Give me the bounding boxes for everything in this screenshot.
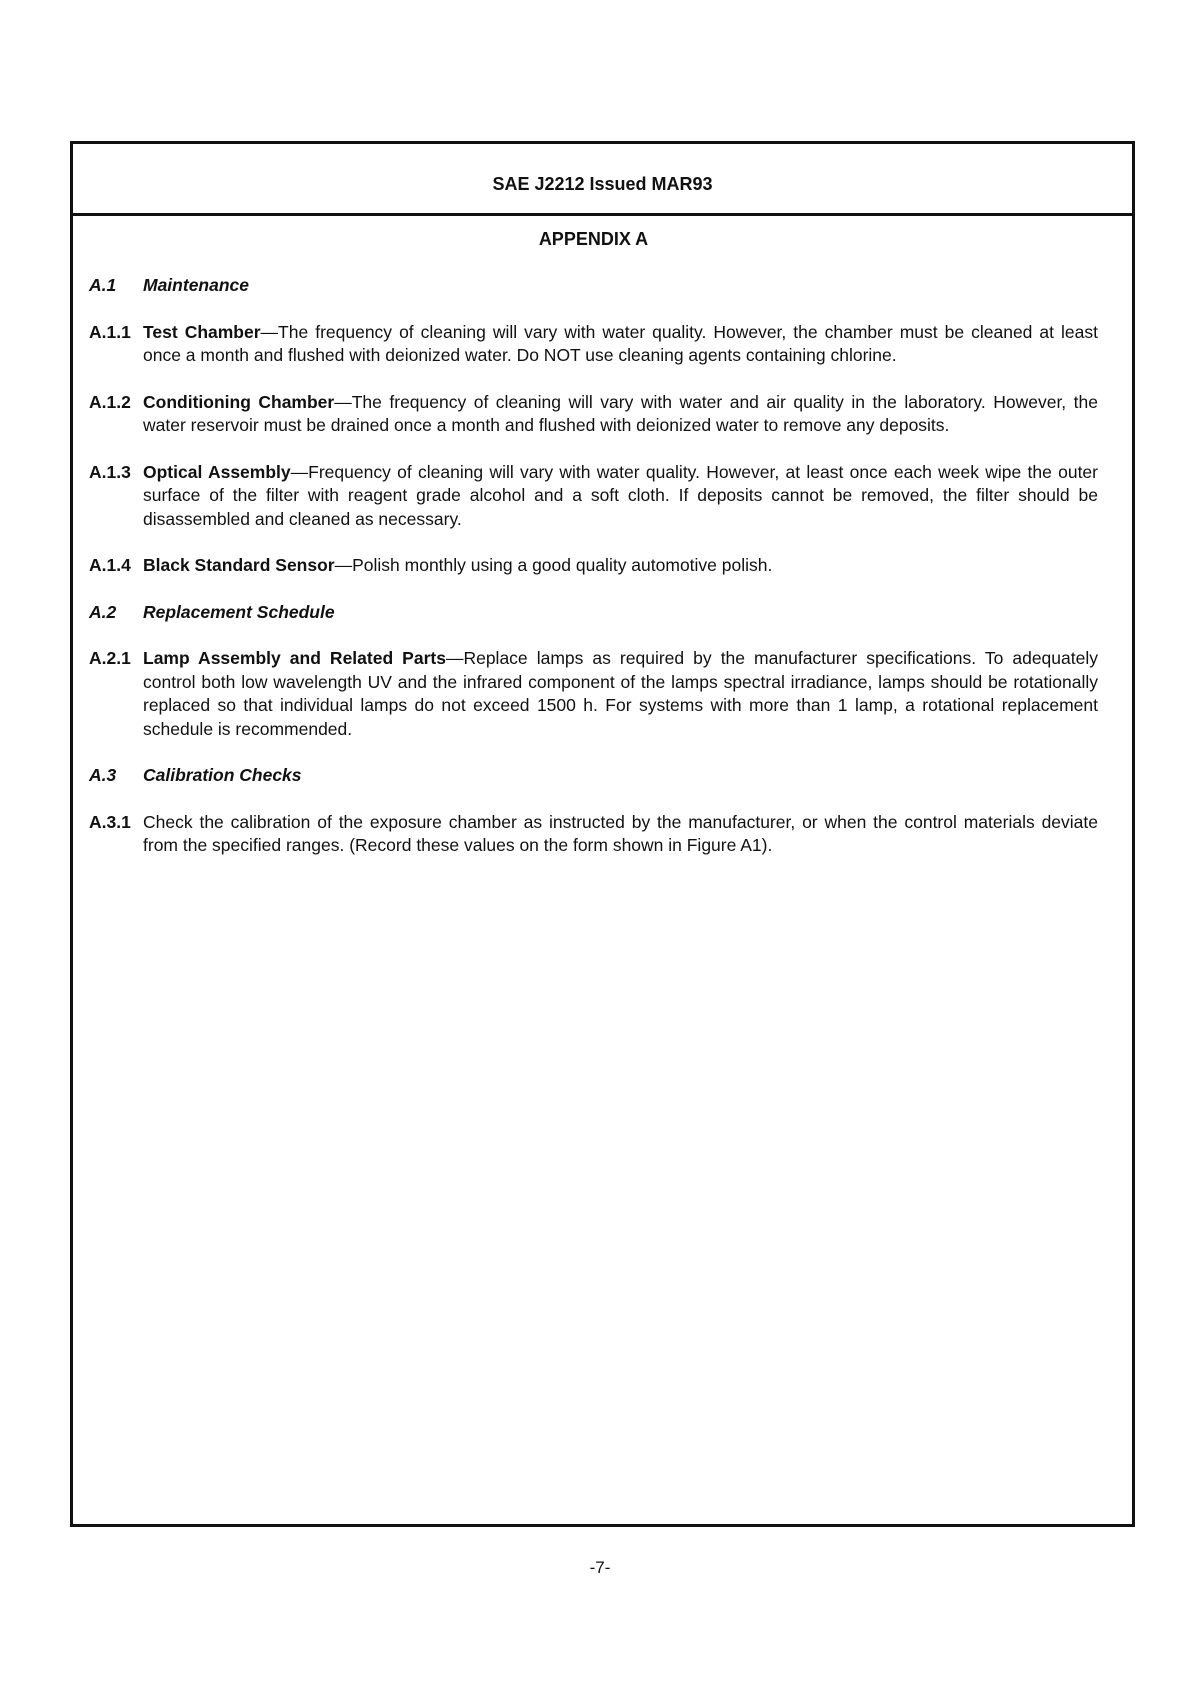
document-content	[73, 227, 1132, 858]
paragraph-text: —The frequency of cleaning will vary with water quality. However, the chamber must be cleaned at least once a month and flushed with deionized water. Do NOT use cleaning agents containing chlorine.	[143, 321, 1098, 365]
page-number: -7-	[589, 1558, 611, 1577]
paragraph-text: Check the calibration of the exposure chamber as instructed by the manufacturer, or when the control materials deviate from the specified ranges. (Record these values on the form shown in Figure A1).	[143, 811, 1098, 855]
appendix-title: APPENDIX A	[538, 229, 649, 249]
document-frame	[70, 141, 1135, 1527]
section-number: A.3	[89, 765, 117, 785]
document-header: SAE J2212 Issued MAR93	[73, 144, 1132, 216]
paragraph-body	[143, 811, 1098, 858]
paragraph-lead: Test Chamber	[143, 321, 261, 342]
paragraph-number: A.1.2	[89, 391, 131, 412]
paragraph-text: —The frequency of cleaning will vary with water and air quality in the laboratory. However, the water reservoir must be drained once a month and flushed with deionized water to remove any deposits.	[143, 391, 1098, 435]
section-number: A.2	[89, 601, 117, 622]
paragraph-body	[143, 647, 1098, 741]
section-title: Calibration Checks	[143, 765, 302, 785]
section-title: Replacement Schedule	[143, 601, 335, 622]
paragraph-body	[143, 391, 1098, 438]
paragraph-text: —Polish monthly using a good quality automotive polish.	[334, 555, 773, 575]
paragraph-a-1-1	[89, 321, 1098, 368]
paragraph-number: A.1.1	[89, 321, 131, 342]
paragraph-a-1-3	[89, 461, 1098, 532]
paragraph-a-1-2	[89, 391, 1098, 438]
paragraph-lead: Conditioning Chamber	[143, 391, 335, 412]
paragraph-number: A.2.1	[89, 648, 131, 668]
paragraph-number: A.1.4	[89, 555, 131, 575]
paragraph-number: A.3.1	[89, 811, 131, 832]
paragraph-body	[143, 461, 1098, 532]
paragraph-lead: Lamp Assembly and Related Parts	[143, 648, 446, 668]
section-heading-replacement-schedule	[89, 601, 1098, 625]
paragraph-a-1-4	[89, 554, 1098, 578]
paragraph-text: —Replace lamps as required by the manufacturer specifications. To adequately control both low wavelength UV and the infrared component of the lamps spectral irradiance, lamps should be rotationally replaced so that individual lamps do not exceed 1500 h. For systems with more than 1 lamp, a rotational replacement schedule is recommended.	[143, 648, 1098, 739]
section-heading-maintenance	[89, 274, 1098, 298]
section-number: A.1	[89, 275, 117, 295]
paragraph-body	[143, 554, 1098, 578]
paragraph-a-3-1	[89, 811, 1098, 858]
paragraph-text: —Frequency of cleaning will vary with water quality. However, at least once each week wipe the outer surface of the filter with reagent grade alcohol and a soft cloth. If deposits cannot be removed, the filter should be disassembled and cleaned as necessary.	[143, 461, 1098, 529]
paragraph-lead: Optical Assembly	[143, 461, 291, 482]
section-heading-calibration-checks	[89, 764, 1098, 788]
paragraph-lead: Black Standard Sensor	[143, 555, 335, 575]
paragraph-number: A.1.3	[89, 461, 131, 482]
paragraph-a-2-1	[89, 647, 1098, 741]
paragraph-body	[143, 321, 1098, 368]
section-title: Maintenance	[143, 275, 249, 295]
